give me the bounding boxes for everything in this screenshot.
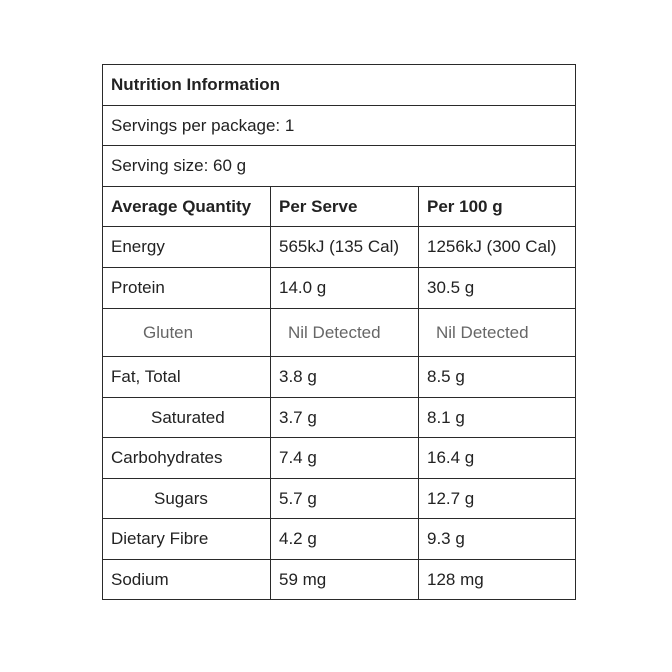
servings-per-package: Servings per package: 1 bbox=[111, 115, 295, 135]
nutrition-information-panel bbox=[102, 64, 576, 600]
nutrient-name: Energy bbox=[111, 237, 165, 256]
nutrient-name: Dietary Fibre bbox=[111, 529, 209, 548]
nutrient-name: Carbohydrates bbox=[111, 448, 223, 467]
servings-per-package-row bbox=[103, 106, 575, 146]
table-row bbox=[103, 519, 575, 560]
title-row bbox=[103, 65, 575, 106]
header-per-serve: Per Serve bbox=[270, 187, 418, 226]
per-serve-value: 565kJ (135 Cal) bbox=[270, 227, 418, 267]
table-row bbox=[103, 560, 575, 599]
per-serve-value: 14.0 g bbox=[270, 268, 418, 308]
table-row bbox=[103, 227, 575, 268]
table-row bbox=[103, 438, 575, 479]
per-100g-value: 9.3 g bbox=[418, 519, 575, 559]
nutrient-name: Protein bbox=[111, 278, 165, 297]
per-100g-value: 30.5 g bbox=[418, 268, 575, 308]
table-row bbox=[103, 398, 575, 438]
nutrient-name: Sugars bbox=[154, 488, 208, 508]
per-100g-value: 8.1 g bbox=[418, 398, 575, 437]
table-row bbox=[103, 309, 575, 357]
table-row bbox=[103, 357, 575, 398]
header-average-quantity: Average Quantity bbox=[111, 196, 252, 216]
nutrient-name: Fat, Total bbox=[111, 367, 181, 386]
per-100g-value: 8.5 g bbox=[418, 357, 575, 397]
per-100g-value: 12.7 g bbox=[418, 479, 575, 518]
table-row bbox=[103, 268, 575, 309]
table-header-row bbox=[103, 187, 575, 227]
per-100g-value: 1256kJ (300 Cal) bbox=[418, 227, 575, 267]
nutrient-name: Saturated bbox=[151, 407, 225, 427]
per-serve-value: 59 mg bbox=[270, 560, 418, 599]
per-serve-value: 5.7 g bbox=[270, 479, 418, 518]
per-100g-value: 128 mg bbox=[418, 560, 575, 599]
header-per-100g: Per 100 g bbox=[418, 187, 575, 226]
nutrient-name: Sodium bbox=[111, 569, 169, 589]
per-serve-value: Nil Detected bbox=[270, 309, 418, 356]
serving-size: Serving size: 60 g bbox=[111, 156, 247, 175]
per-serve-value: 3.7 g bbox=[270, 398, 418, 437]
per-serve-value: 7.4 g bbox=[270, 438, 418, 478]
per-100g-value: Nil Detected bbox=[418, 309, 575, 356]
per-100g-value: 16.4 g bbox=[418, 438, 575, 478]
per-serve-value: 3.8 g bbox=[270, 357, 418, 397]
per-serve-value: 4.2 g bbox=[270, 519, 418, 559]
panel-title: Nutrition Information bbox=[111, 75, 281, 94]
table-row bbox=[103, 479, 575, 519]
serving-size-row bbox=[103, 146, 575, 187]
nutrient-name: Gluten bbox=[143, 322, 194, 342]
